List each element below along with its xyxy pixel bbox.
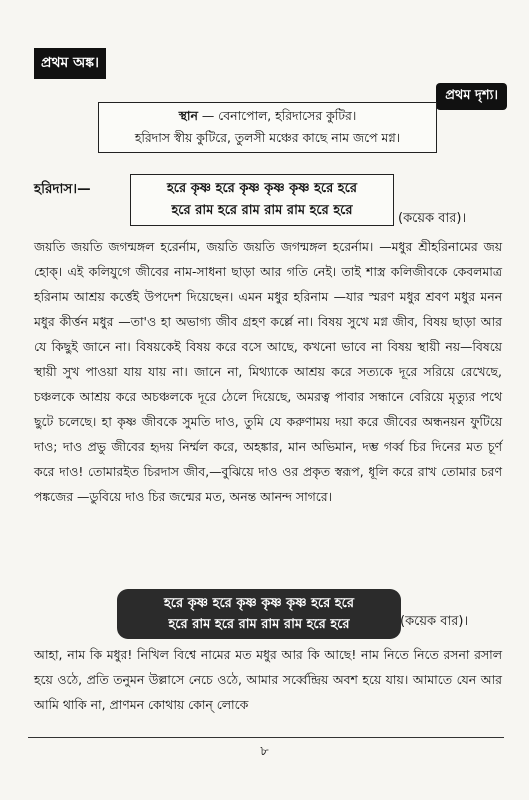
- act-heading: প্রথম অঙ্ক।: [34, 48, 106, 79]
- setting-description: হরিদাস স্বীয় কুটিরে, তুলসী মঞ্চের কাছে নাম জপে মগ্ন।: [134, 130, 401, 145]
- chant2-line-2: হরে রাম হরে রাম রাম রাম হরে হরে: [168, 617, 350, 632]
- chant-line-1: হরে কৃষ্ণ হরে কৃষ্ণ কৃষ্ণ কৃষ্ণ হরে হরে: [166, 181, 358, 196]
- body-paragraph-2: আহা, নাম কি মধুর! নিখিল বিশ্বে নামের মত মধুর আর কি আছে! নাম নিতে নিতে রসনা রসাল হয়ে ওঠে, প্রতি তনুমন উল্লাসে নেচে ওঠে, আমার সর্ব্বেন্দ্রিয় অবশ হয়ে যায়। আমাতে যেন আর আমি থাকি না, প্রাণমন কোথায় কোন্ লোকে: [34, 647, 502, 712]
- chant2-line-1: হরে কৃষ্ণ হরে কৃষ্ণ কৃষ্ণ কৃষ্ণ হরে হরে: [163, 596, 355, 611]
- body-paragraph-1: জয়তি জয়তি জগন্মঙ্গল হরের্নাম, জয়তি জয়তি জগন্মঙ্গল হরের্নাম। —মধুর শ্রীহরিনামের জয় হোক্। এই কলিযুগে জীবের নাম-সাধনা ছাড়া আর গতি নেই। তাই শাস্ত্র কলিজীবকে কেবলমাত্র হরিনাম আশ্রয় কর্ত্তেই উপদেশ দিয়েছেন। এমন মধুর হরিনাম —যার স্মরণ মধুর শ্রবণ মধুর মনন মধুর কীর্ত্তন মধুর —তা'ও হা অভাগ্য জীব গ্রহণ কর্ল্লে না। বিষয় সুখে মগ্ন জীব, বিষয় ছাড়া আর যে কিছুই জানে না। বিষয়কেই বিষয় করে বসে আছে, কখনো ভাবে না বিষয় স্থায়ী নয়—বিষয়ে স্থায়ী সুখ পাওয়া যায় যায় না। জানে না, মিথ্যাকে আশ্রয় করে সত্যকে দূরে সরিয়ে রেখেছে, চঞ্চলকে আশ্রয় করে অচঞ্চলকে দূরে ঠেলে দিয়েছে, অমরত্ব পাবার সন্ধানে বেরিয়ে মৃত্যুর পথে ছুটে চলেছে। হা কৃষ্ণ জীবকে সুমতি দাও, তুমি যে করুণাময় দয়া করে জীবের অন্ধনয়ন ফুটিয়ে দাও; দাও প্রভু জীবের হৃদয় নির্ম্মল করে, অহঙ্কার, মান অভিমান, দম্ভ গর্ব্ব চির দিনের মত চূর্ণ করে দাও! তোমারইত চিরদাস জীব,—বুঝিয়ে দাও ওর প্রকৃত স্বরূপ, ধূলি করে রাখ তোমার চরণ পঙ্কজের —ডুবিয়ে দাও চির জন্মের মত, অনন্ত আনন্দ সাগরে।: [34, 239, 502, 504]
- setting-place-line: [103, 105, 432, 127]
- chant-line-2: হরে রাম হরে রাম রাম রাম হরে হরে: [171, 203, 353, 218]
- chant-box: [130, 174, 394, 226]
- chant-box-highlighted: [117, 589, 401, 639]
- speaker-name: হরিদাস।—: [34, 181, 91, 197]
- page-number: ৮: [260, 744, 269, 759]
- repeat-note: (কয়েক বার)।: [398, 211, 467, 226]
- repeat-note-2: (কয়েক বার)।: [400, 614, 469, 629]
- setting-box: [98, 102, 437, 153]
- setting-place-label: স্থান: [178, 108, 198, 123]
- footer-divider: [28, 737, 504, 738]
- scene-heading: প্রথম দৃশ্য।: [436, 83, 507, 110]
- setting-place-text: — বেনাপোল, হরিদাসের কুটির।: [197, 108, 357, 123]
